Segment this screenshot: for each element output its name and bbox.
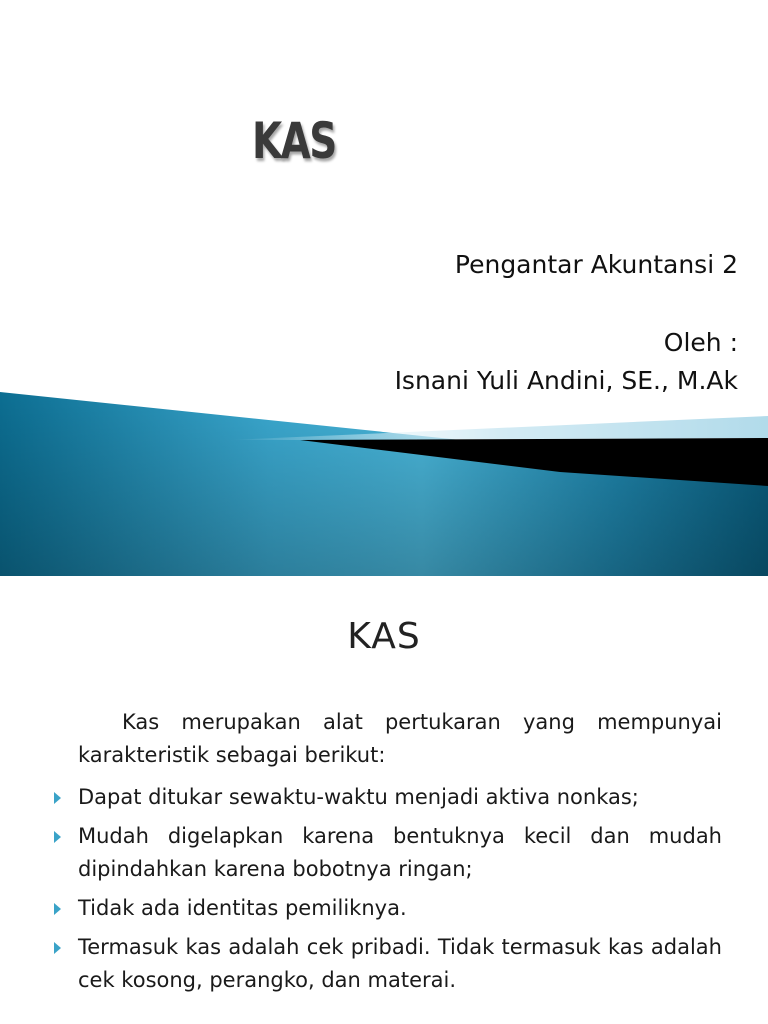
decorative-banner: [0, 380, 768, 576]
list-item-text: Termasuk kas adalah cek pribadi. Tidak termasuk kas adalah cek kosong, perangko, dan materai.: [78, 935, 722, 992]
characteristics-list: [52, 781, 722, 1003]
content-slide: [0, 576, 768, 1024]
author-name: Isnani Yuli Andini, SE., M.Ak: [394, 366, 738, 395]
course-name: Pengantar Akuntansi 2: [454, 250, 738, 279]
list-item: [52, 781, 722, 814]
triangle-bullet-icon: [54, 792, 61, 804]
list-item: [52, 892, 722, 925]
author-label: Oleh :: [663, 328, 738, 357]
list-item-text: Tidak ada identitas pemiliknya.: [78, 896, 407, 920]
list-item: [52, 931, 722, 997]
triangle-bullet-icon: [54, 903, 61, 915]
list-item-text: Mudah digelapkan karena bentuknya kecil dan mudah dipindahkan karena bobotnya ringan;: [78, 824, 722, 881]
list-item-text: Dapat ditukar sewaktu-waktu menjadi aktiva nonkas;: [78, 785, 639, 809]
content-title: KAS: [347, 616, 421, 657]
list-item: [52, 820, 722, 886]
slide-title: KAS: [252, 112, 336, 170]
intro-paragraph: Kas merupakan alat pertukaran yang mempunyai karakteristik sebagai berikut:: [78, 710, 722, 767]
triangle-bullet-icon: [54, 831, 61, 843]
triangle-bullet-icon: [54, 942, 61, 954]
